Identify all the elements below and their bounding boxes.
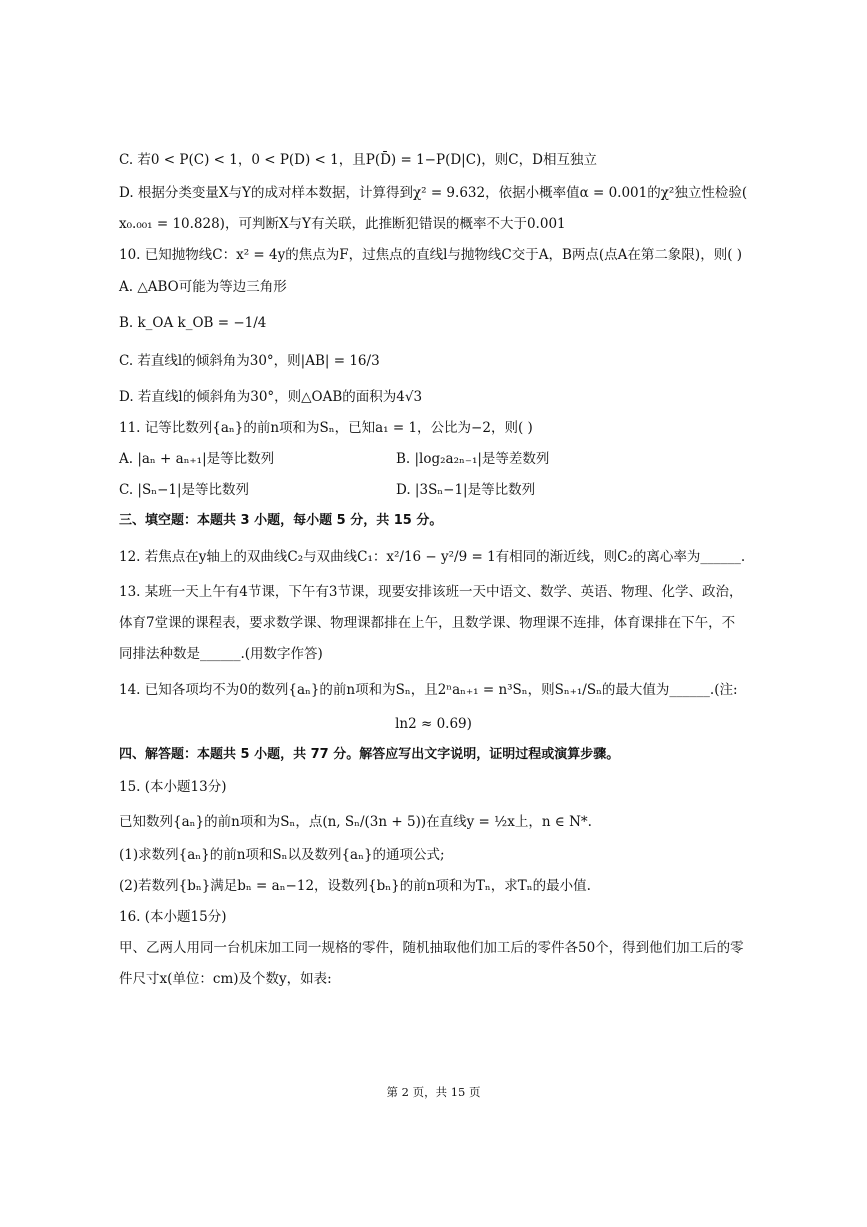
text-line: D. |3Sₙ−1|是等比数列 <box>396 482 536 498</box>
text-line: 11. 记等比数列{aₙ}的前n项和为Sₙ，已知a₁ = 1，公比为−2，则( ) <box>119 420 533 436</box>
text-line: 体育7堂课的课程表，要求数学课、物理课都排在上午，且数学课、物理课不连排，体育课排在下午，不 <box>119 615 736 631</box>
text-line: A. △ABO可能为等边三角形 <box>119 279 287 295</box>
text-line: 12. 若焦点在y轴上的双曲线C₂与双曲线C₁：x²/16 − y²/9 = 1有相同的渐近线，则C₂的离心率为______. <box>119 549 746 565</box>
text-line: D. 根据分类变量X与Y的成对样本数据，计算得到χ² = 9.632，依据小概率值α = 0.001的χ²独立性检验( <box>119 185 748 201</box>
text-line: ln2 ≈ 0.69) <box>395 716 472 732</box>
text-line: A. |aₙ + aₙ₊₁|是等比数列 <box>119 451 275 467</box>
page-footer: 第 2 页，共 15 页 <box>386 1085 481 1099</box>
text-line: B. k_OA k_OB = −1/4 <box>119 315 267 331</box>
text-line: 已知数列{aₙ}的前n项和为Sₙ，点(n, Sₙ/(3n + 5))在直线y = ½x上，n ∈ N*. <box>119 814 592 830</box>
text-line: D. 若直线l的倾斜角为30°，则△OAB的面积为4√3 <box>119 389 423 405</box>
text-line: C. 若0 < P(C) < 1，0 < P(D) < 1，且P(D̄) = 1−P(D|C)，则C，D相互独立 <box>119 152 597 168</box>
text-line: (1)求数列{aₙ}的前n项和Sₙ以及数列{aₙ}的通项公式; <box>119 847 445 863</box>
text-line: 13. 某班一天上午有4节课，下午有3节课，现要安排该班一天中语文、数学、英语、物理、化学、政治， <box>119 584 743 600</box>
section-heading: 四、解答题：本题共 5 小题，共 77 分。解答应写出文字说明，证明过程或演算步骤。 <box>119 747 620 762</box>
text-line: C. |Sₙ−1|是等比数列 <box>119 482 250 498</box>
section-heading: 三、填空题：本题共 3 小题，每小题 5 分，共 15 分。 <box>119 513 443 528</box>
text-line: C. 若直线l的倾斜角为30°，则|AB| = 16/3 <box>119 353 380 369</box>
text-line: 10. 已知抛物线C：x² = 4y的焦点为F，过焦点的直线l与抛物线C交于A，B两点(点A在第二象限)，则( ) <box>119 247 743 263</box>
text-line: 14. 已知各项均不为0的数列{aₙ}的前n项和为Sₙ，且2ⁿaₙ₊₁ = n³Sₙ，则Sₙ₊₁/Sₙ的最大值为______.(注: <box>119 682 738 698</box>
text-line: 甲、乙两人用同一台机床加工同一规格的零件，随机抽取他们加工后的零件各50个，得到他们加工后的零 <box>119 940 744 956</box>
text-line: 件尺寸x(单位：cm)及个数y，如表: <box>119 971 332 987</box>
text-line: x₀.₀₀₁ = 10.828)，可判断X与Y有关联，此推断犯错误的概率不大于0.001 <box>119 216 566 232</box>
text-line: (2)若数列{bₙ}满足bₙ = aₙ−12，设数列{bₙ}的前n项和为Tₙ，求Tₙ的最小值. <box>119 878 591 894</box>
text-line: B. |log₂a₂ₙ₋₁|是等差数列 <box>396 451 550 467</box>
text-line: 同排法种数是______.(用数字作答) <box>119 646 323 662</box>
text-line: 15. (本小题13分) <box>119 779 227 795</box>
text-line: 16. (本小题15分) <box>119 909 227 925</box>
